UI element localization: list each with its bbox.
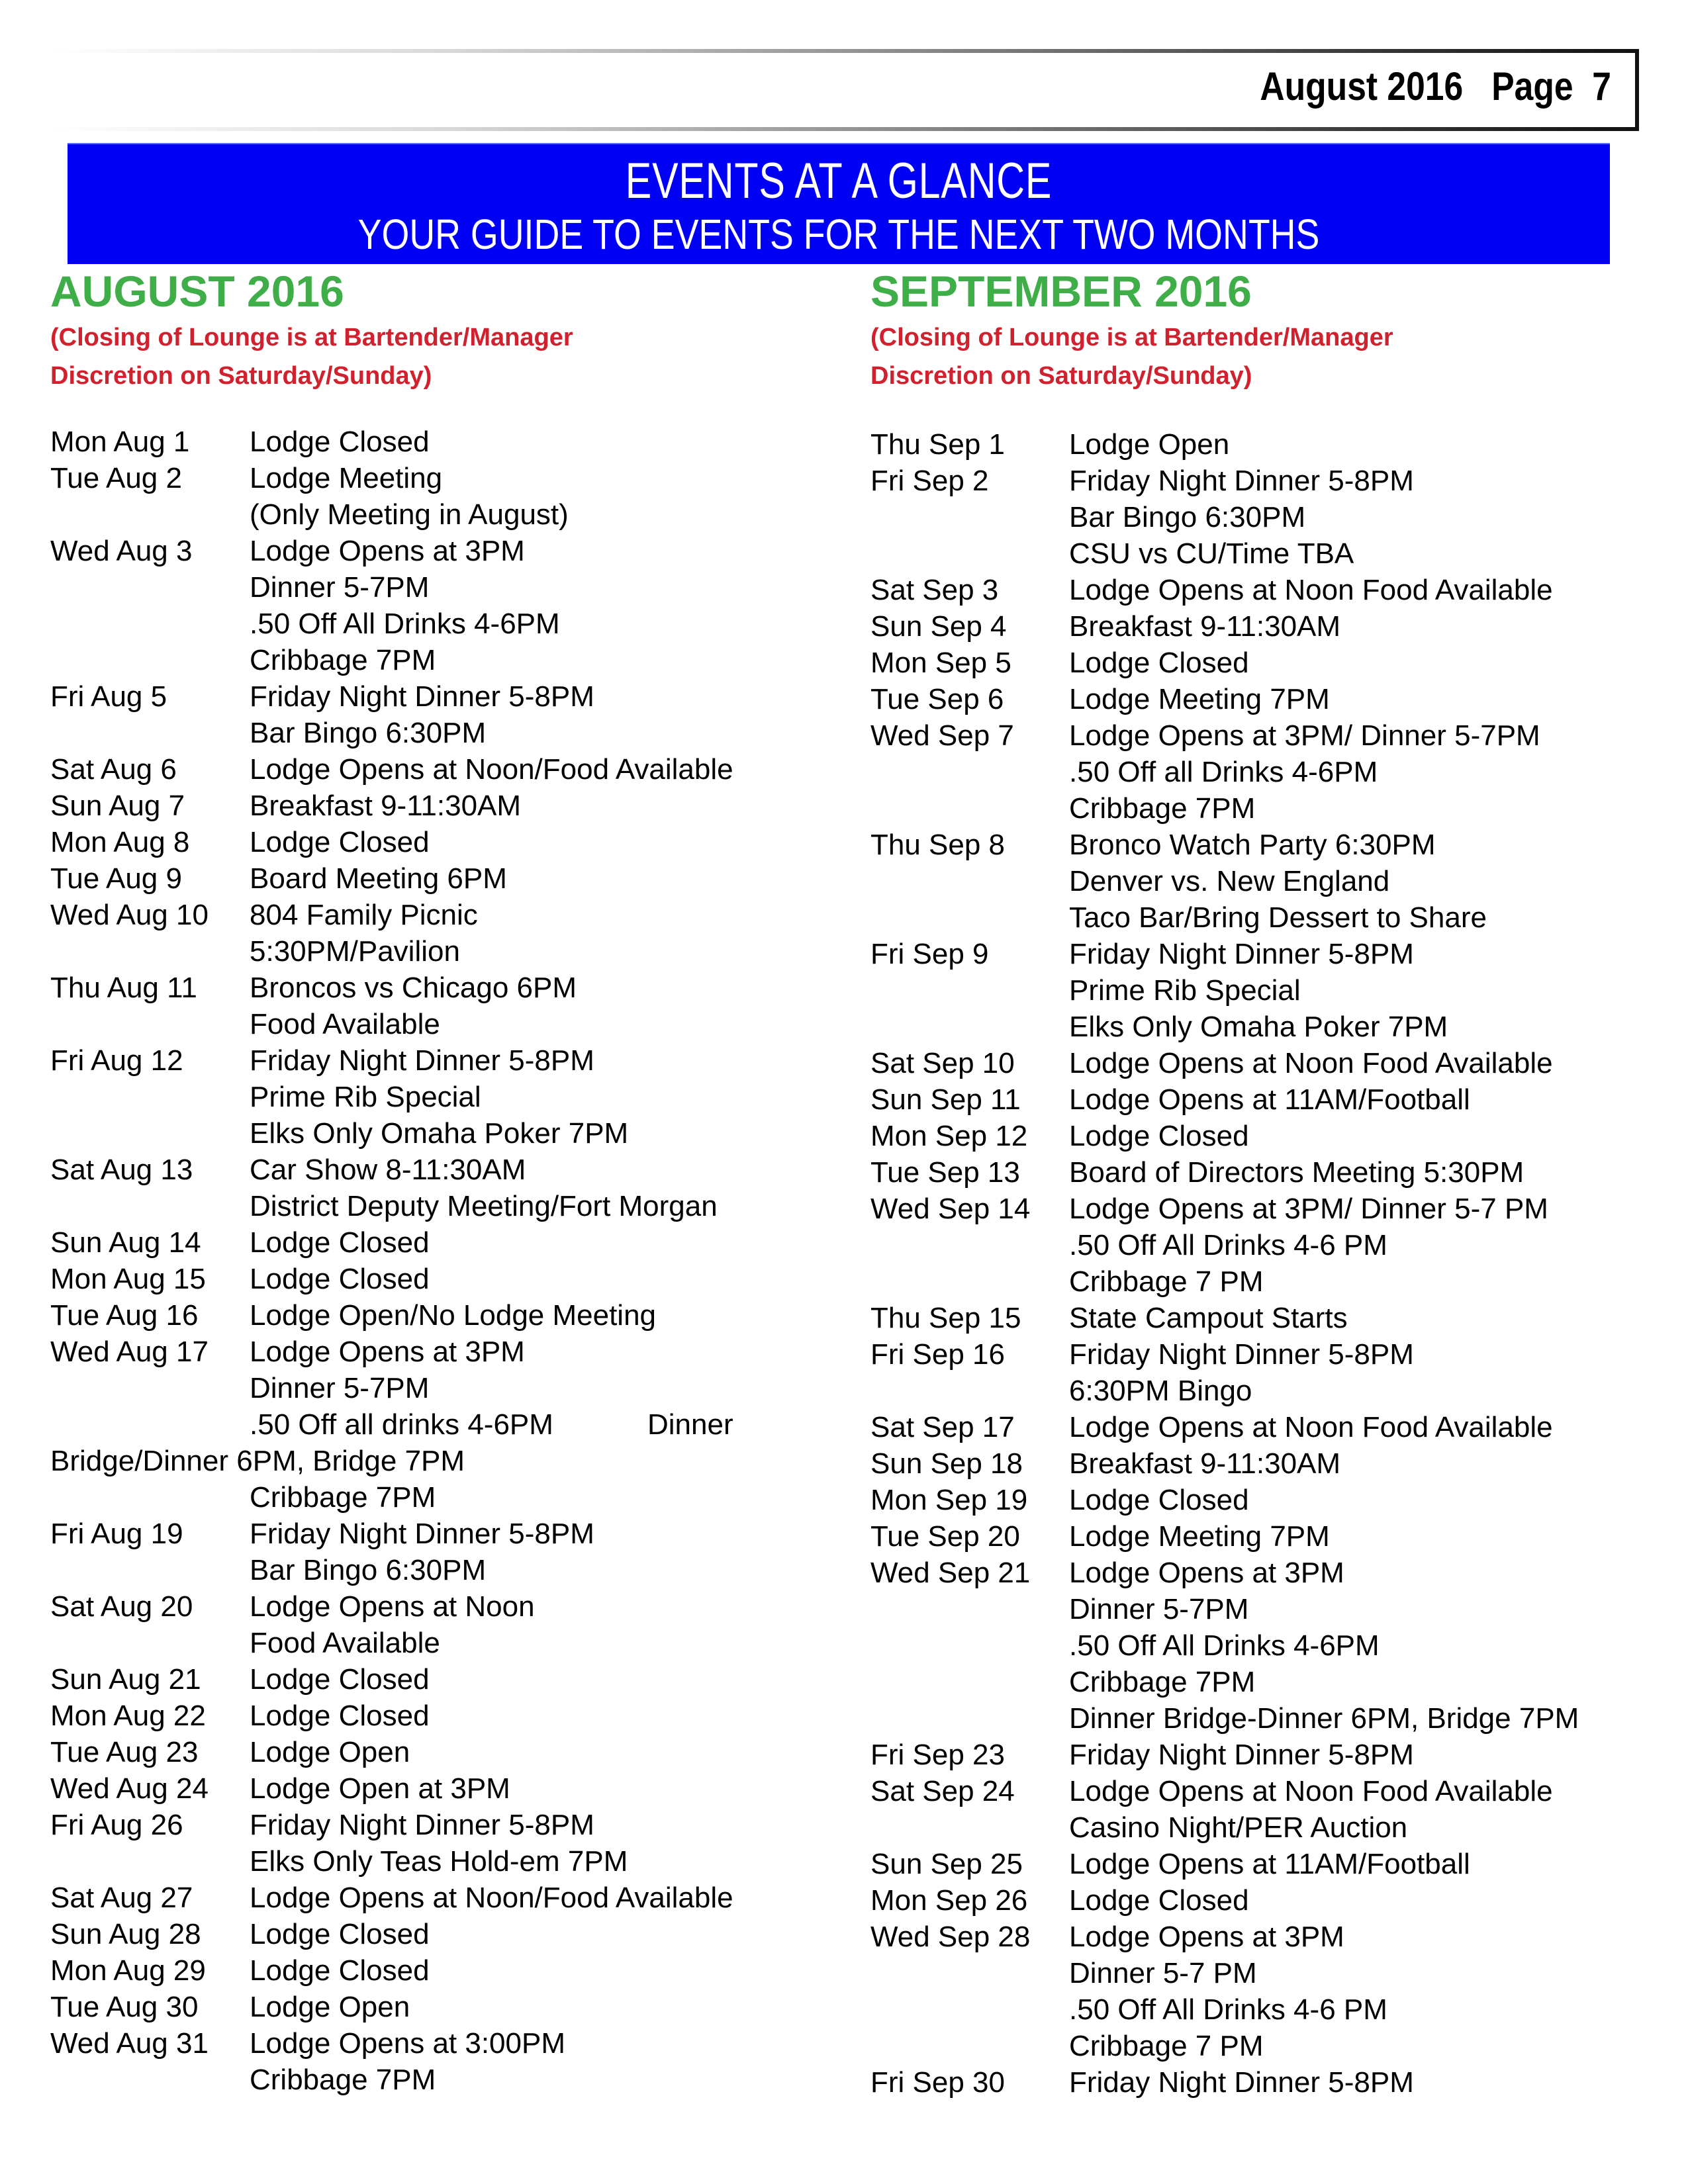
event-line: [50, 569, 812, 606]
event-line: [50, 1079, 812, 1115]
event-description: Lodge Opens at 3PM: [250, 1336, 525, 1368]
event-line: [50, 2025, 812, 2062]
event-date: Sat Sep 3: [870, 574, 999, 606]
event-date: Fri Aug 19: [50, 1518, 183, 1550]
event-line: [50, 860, 812, 897]
header-top-rule: [52, 49, 1639, 53]
event-date: Thu Sep 1: [870, 428, 1006, 461]
event-line: [50, 1188, 812, 1224]
september-event-list: [870, 426, 1632, 2101]
event-description: Cribbage 7PM: [250, 2064, 436, 2096]
event-line: [870, 645, 1632, 681]
event-line: [50, 1916, 812, 1952]
event-description: Lodge Opens at Noon: [250, 1590, 535, 1623]
event-date: Tue Aug 2: [50, 462, 182, 494]
event-description: Lodge Opens at 3PM/ Dinner 5-7 PM: [1069, 1193, 1548, 1225]
event-description: .50 Off All Drinks 4-6 PM: [1069, 1993, 1387, 2026]
event-line: [50, 606, 812, 642]
event-description: Board Meeting 6PM: [250, 862, 507, 895]
event-description: Elks Only Omaha Poker 7PM: [1069, 1011, 1448, 1043]
event-description: Dinner 5-7PM: [250, 571, 430, 604]
event-description: Lodge Opens at Noon Food Available: [1069, 1411, 1553, 1443]
event-description: Cribbage 7PM: [250, 644, 436, 676]
event-date: Tue Sep 13: [870, 1156, 1020, 1189]
event-line: [50, 1042, 812, 1079]
event-description: Prime Rib Special: [250, 1081, 481, 1113]
event-description: Friday Night Dinner 5-8PM: [250, 1044, 594, 1077]
event-description: .50 Off All Drinks 4-6PM: [1069, 1629, 1380, 1662]
event-date: Wed Sep 28: [870, 1921, 1031, 1953]
event-description: Friday Night Dinner 5-8PM: [1069, 1739, 1414, 1771]
event-date: Thu Aug 11: [50, 972, 197, 1004]
event-description: Lodge Meeting 7PM: [1069, 683, 1330, 715]
event-description: District Deputy Meeting/Fort Morgan: [250, 1190, 718, 1222]
event-line: [870, 717, 1632, 754]
event-date: Fri Aug 5: [50, 680, 167, 713]
event-description: Lodge Closed: [1069, 1120, 1249, 1152]
event-description: Dinner Bridge-Dinner 6PM, Bridge 7PM: [1069, 1702, 1579, 1735]
page-header: [52, 49, 1639, 127]
event-line: [870, 1809, 1632, 1846]
event-line: [870, 1518, 1632, 1555]
event-date: Mon Sep 5: [870, 647, 1011, 679]
event-line: [870, 1919, 1632, 1955]
event-date: Sat Aug 27: [50, 1882, 193, 1914]
event-line: [50, 1880, 812, 1916]
event-description: Friday Night Dinner 5-8PM: [250, 680, 594, 713]
event-description: .50 Off all Drinks 4-6PM: [1069, 756, 1378, 788]
event-date: Sun Sep 4: [870, 610, 1007, 643]
event-description: Bridge/Dinner 6PM, Bridge 7PM: [50, 1445, 465, 1477]
event-description: Lodge Opens at Noon Food Available: [1069, 1047, 1553, 1079]
event-description: Lodge Opens at 11AM/Football: [1069, 1848, 1470, 1880]
event-date: Fri Sep 30: [870, 2066, 1005, 2099]
event-description: Bronco Watch Party 6:30PM: [1069, 829, 1436, 861]
event-description: Lodge Closed: [1069, 1884, 1249, 1917]
event-line: [50, 1224, 812, 1261]
event-line: [870, 1445, 1632, 1482]
event-date: Mon Aug 15: [50, 1263, 206, 1295]
event-line: [50, 1006, 812, 1042]
event-description: Car Show 8-11:30AM: [250, 1154, 526, 1186]
event-line: [870, 754, 1632, 790]
event-description: Lodge Opens at 3PM/ Dinner 5-7PM: [1069, 719, 1540, 752]
event-line: [50, 1661, 812, 1698]
event-line: [50, 897, 812, 933]
event-description-extra: Dinner: [647, 1408, 733, 1441]
event-line: [50, 678, 812, 715]
event-description: Lodge Closed: [250, 1954, 430, 1987]
event-line: [870, 1882, 1632, 1919]
event-description: Denver vs. New England: [1069, 865, 1390, 897]
event-description: Friday Night Dinner 5-8PM: [1069, 465, 1414, 497]
event-date: Tue Aug 30: [50, 1991, 199, 2023]
event-line: [50, 1952, 812, 1989]
event-line: [870, 1700, 1632, 1737]
event-date: Tue Aug 9: [50, 862, 182, 895]
event-line: [50, 1334, 812, 1370]
event-line: [50, 970, 812, 1006]
event-line: [870, 972, 1632, 1009]
event-description: Friday Night Dinner 5-8PM: [250, 1518, 594, 1550]
event-description: Board of Directors Meeting 5:30PM: [1069, 1156, 1524, 1189]
event-date: Sun Aug 28: [50, 1918, 201, 1950]
event-description: Bar Bingo 6:30PM: [250, 717, 487, 749]
event-line: [50, 1297, 812, 1334]
event-line: [870, 1118, 1632, 1154]
event-date: Sun Sep 11: [870, 1083, 1021, 1116]
banner-title: EVENTS AT A GLANCE: [625, 153, 1053, 209]
event-date: Tue Aug 23: [50, 1736, 199, 1768]
event-line: [870, 1009, 1632, 1045]
event-date: Wed Aug 24: [50, 1772, 209, 1805]
event-description: Lodge Closed: [250, 1700, 430, 1732]
event-date: Fri Sep 23: [870, 1739, 1005, 1771]
event-line: [50, 1115, 812, 1152]
event-line: [870, 1773, 1632, 1809]
lounge-note-line1: (Closing of Lounge is at Bartender/Manager: [50, 324, 573, 351]
event-date: Tue Aug 16: [50, 1299, 199, 1332]
event-description: Breakfast 9-11:30AM: [1069, 1447, 1341, 1480]
event-description: Lodge Opens at 11AM/Football: [1069, 1083, 1470, 1116]
event-line: [870, 2028, 1632, 2064]
event-date: Tue Sep 6: [870, 683, 1004, 715]
event-line: [870, 1154, 1632, 1191]
event-line: [50, 1406, 812, 1443]
event-date: Sat Sep 24: [870, 1775, 1015, 1807]
event-date: Tue Sep 20: [870, 1520, 1020, 1553]
event-line: [50, 424, 812, 460]
event-date: Sun Sep 25: [870, 1848, 1023, 1880]
event-line: [870, 936, 1632, 972]
event-description: .50 Off All Drinks 4-6PM: [250, 608, 560, 640]
event-description: Cribbage 7 PM: [1069, 2030, 1264, 2062]
event-date: Fri Aug 26: [50, 1809, 183, 1841]
event-description: 6:30PM Bingo: [1069, 1375, 1252, 1407]
event-line: [870, 1664, 1632, 1700]
events-banner: [68, 143, 1610, 264]
event-line: [870, 1081, 1632, 1118]
event-description: 5:30PM/Pavilion: [250, 935, 460, 968]
event-date: Mon Sep 19: [870, 1484, 1028, 1516]
event-description: Lodge Closed: [250, 1663, 430, 1696]
event-line: [50, 496, 812, 533]
event-date: Wed Aug 17: [50, 1336, 209, 1368]
event-description: Lodge Closed: [1069, 647, 1249, 679]
event-description: Bar Bingo 6:30PM: [250, 1554, 487, 1586]
event-line: [50, 751, 812, 788]
event-description: Bar Bingo 6:30PM: [1069, 501, 1306, 533]
event-line: [50, 1698, 812, 1734]
event-line: [870, 863, 1632, 899]
event-description: .50 Off all drinks 4-6PM: [250, 1408, 553, 1441]
lounge-note-line1: (Closing of Lounge is at Bartender/Manager: [870, 324, 1393, 351]
event-description: Lodge Meeting: [250, 462, 443, 494]
event-date: Wed Sep 7: [870, 719, 1014, 752]
issue-date: August 2016: [1260, 64, 1464, 109]
event-line: [50, 1370, 812, 1406]
event-description: Prime Rib Special: [1069, 974, 1301, 1007]
event-description: Lodge Opens at 3PM: [1069, 1921, 1344, 1953]
event-line: [50, 1516, 812, 1552]
event-date: Thu Sep 8: [870, 829, 1006, 861]
event-line: [870, 535, 1632, 572]
event-line: [50, 2062, 812, 2098]
august-event-list: [50, 424, 812, 2098]
event-line: [870, 681, 1632, 717]
lounge-note-line2: Discretion on Saturday/Sunday): [870, 362, 1252, 390]
event-date: Mon Sep 12: [870, 1120, 1028, 1152]
event-line: [50, 715, 812, 751]
month-title: SEPTEMBER 2016: [870, 267, 1252, 316]
event-date: Wed Sep 14: [870, 1193, 1031, 1225]
event-line: [870, 1191, 1632, 1227]
event-line: [870, 2064, 1632, 2101]
event-date: Wed Aug 3: [50, 535, 193, 567]
event-description: Dinner 5-7 PM: [1069, 1957, 1257, 1989]
event-line: [870, 1045, 1632, 1081]
event-line: [870, 1627, 1632, 1664]
event-description: Lodge Opens at 3PM: [250, 535, 525, 567]
page-header-text: [1260, 64, 1611, 110]
event-description: Lodge Open: [250, 1991, 410, 2023]
event-line: [50, 933, 812, 970]
event-description: Lodge Closed: [250, 426, 430, 458]
event-description: Lodge Open at 3PM: [250, 1772, 510, 1805]
event-date: Sun Aug 7: [50, 790, 185, 822]
event-description: Lodge Closed: [1069, 1484, 1249, 1516]
event-description: .50 Off All Drinks 4-6 PM: [1069, 1229, 1387, 1261]
event-line: [870, 790, 1632, 827]
event-line: [50, 642, 812, 678]
event-date: Fri Sep 16: [870, 1338, 1005, 1371]
event-line: [870, 1409, 1632, 1445]
event-date: Mon Sep 26: [870, 1884, 1028, 1917]
event-line: [870, 1336, 1632, 1373]
event-date: Wed Aug 31: [50, 2027, 209, 2060]
event-line: [50, 1770, 812, 1807]
event-date: Sun Sep 18: [870, 1447, 1023, 1480]
event-line: [870, 1482, 1632, 1518]
event-description: Broncos vs Chicago 6PM: [250, 972, 577, 1004]
banner-subtitle: YOUR GUIDE TO EVENTS FOR THE NEXT TWO MONTHS: [357, 210, 1320, 258]
event-line: [50, 1552, 812, 1588]
event-date: Sat Sep 17: [870, 1411, 1015, 1443]
event-line: [50, 1443, 812, 1479]
event-line: [870, 426, 1632, 463]
event-description: Lodge Open: [250, 1736, 410, 1768]
event-line: [870, 499, 1632, 535]
event-line: [50, 460, 812, 496]
event-description: Breakfast 9-11:30AM: [1069, 610, 1341, 643]
event-description: Elks Only Omaha Poker 7PM: [250, 1117, 629, 1150]
event-description: Friday Night Dinner 5-8PM: [1069, 938, 1414, 970]
event-line: [50, 533, 812, 569]
event-description: Lodge Opens at Noon/Food Available: [250, 753, 733, 786]
event-line: [50, 1479, 812, 1516]
event-date: Mon Aug 29: [50, 1954, 206, 1987]
event-description: Casino Night/PER Auction: [1069, 1811, 1408, 1844]
event-description: Food Available: [250, 1008, 440, 1040]
event-line: [50, 1152, 812, 1188]
event-date: Wed Aug 10: [50, 899, 209, 931]
event-description: Lodge Opens at Noon/Food Available: [250, 1882, 733, 1914]
event-line: [50, 788, 812, 824]
event-date: Thu Sep 15: [870, 1302, 1021, 1334]
month-title: AUGUST 2016: [50, 267, 344, 316]
event-date: Sat Aug 6: [50, 753, 177, 786]
event-line: [50, 824, 812, 860]
event-date: Sun Aug 21: [50, 1663, 201, 1696]
event-description: Lodge Open/No Lodge Meeting: [250, 1299, 657, 1332]
event-description: Dinner 5-7PM: [250, 1372, 430, 1404]
event-line: [870, 1991, 1632, 2028]
event-description: Elks Only Teas Hold-em 7PM: [250, 1845, 628, 1878]
event-description: (Only Meeting in August): [250, 498, 569, 531]
event-description: Lodge Closed: [250, 1918, 430, 1950]
event-date: Wed Sep 21: [870, 1557, 1031, 1589]
event-description: Lodge Closed: [250, 1263, 430, 1295]
event-line: [50, 1261, 812, 1297]
event-line: [870, 1591, 1632, 1627]
event-line: [50, 1734, 812, 1770]
event-date: Mon Aug 22: [50, 1700, 206, 1732]
event-description: Friday Night Dinner 5-8PM: [1069, 2066, 1414, 2099]
event-date: Sun Aug 14: [50, 1226, 201, 1259]
event-line: [870, 827, 1632, 863]
event-date: Fri Sep 9: [870, 938, 989, 970]
event-description: Cribbage 7PM: [1069, 792, 1256, 825]
event-line: [870, 899, 1632, 936]
event-description: Cribbage 7 PM: [1069, 1265, 1264, 1298]
event-line: [870, 1955, 1632, 1991]
event-date: Sat Aug 20: [50, 1590, 193, 1623]
event-description: Lodge Closed: [250, 1226, 430, 1259]
event-description: Lodge Open: [1069, 428, 1230, 461]
event-line: [50, 1843, 812, 1880]
event-date: Mon Aug 1: [50, 426, 190, 458]
event-description: State Campout Starts: [1069, 1302, 1348, 1334]
event-description: Lodge Opens at Noon Food Available: [1069, 1775, 1553, 1807]
event-description: Lodge Opens at Noon Food Available: [1069, 574, 1553, 606]
event-date: Sat Sep 10: [870, 1047, 1015, 1079]
event-line: [870, 1555, 1632, 1591]
event-description: Lodge Closed: [250, 826, 430, 858]
page-number: Page 7: [1491, 64, 1611, 109]
event-description: Dinner 5-7PM: [1069, 1593, 1249, 1625]
event-description: Lodge Opens at 3PM: [1069, 1557, 1344, 1589]
event-line: [870, 1227, 1632, 1263]
event-description: Breakfast 9-11:30AM: [250, 790, 522, 822]
event-line: [50, 1807, 812, 1843]
event-description: Taco Bar/Bring Dessert to Share: [1069, 901, 1487, 934]
event-date: Fri Sep 2: [870, 465, 989, 497]
event-line: [870, 608, 1632, 645]
event-description: Friday Night Dinner 5-8PM: [250, 1809, 594, 1841]
event-line: [870, 572, 1632, 608]
event-description: CSU vs CU/Time TBA: [1069, 537, 1354, 570]
event-description: 804 Family Picnic: [250, 899, 478, 931]
event-description: Friday Night Dinner 5-8PM: [1069, 1338, 1414, 1371]
event-line: [870, 1263, 1632, 1300]
event-line: [870, 1737, 1632, 1773]
event-line: [50, 1588, 812, 1625]
header-bottom-rule: [52, 127, 1639, 131]
event-line: [870, 463, 1632, 499]
event-description: Lodge Opens at 3:00PM: [250, 2027, 565, 2060]
event-line: [870, 1846, 1632, 1882]
event-description: Lodge Meeting 7PM: [1069, 1520, 1330, 1553]
lounge-note-line2: Discretion on Saturday/Sunday): [50, 362, 432, 390]
event-line: [50, 1625, 812, 1661]
event-date: Mon Aug 8: [50, 826, 190, 858]
event-date: Sat Aug 13: [50, 1154, 193, 1186]
event-line: [870, 1300, 1632, 1336]
event-line: [50, 1989, 812, 2025]
event-description: Cribbage 7PM: [250, 1481, 436, 1514]
event-description: Food Available: [250, 1627, 440, 1659]
event-date: Fri Aug 12: [50, 1044, 183, 1077]
event-description: Cribbage 7PM: [1069, 1666, 1256, 1698]
event-line: [870, 1373, 1632, 1409]
